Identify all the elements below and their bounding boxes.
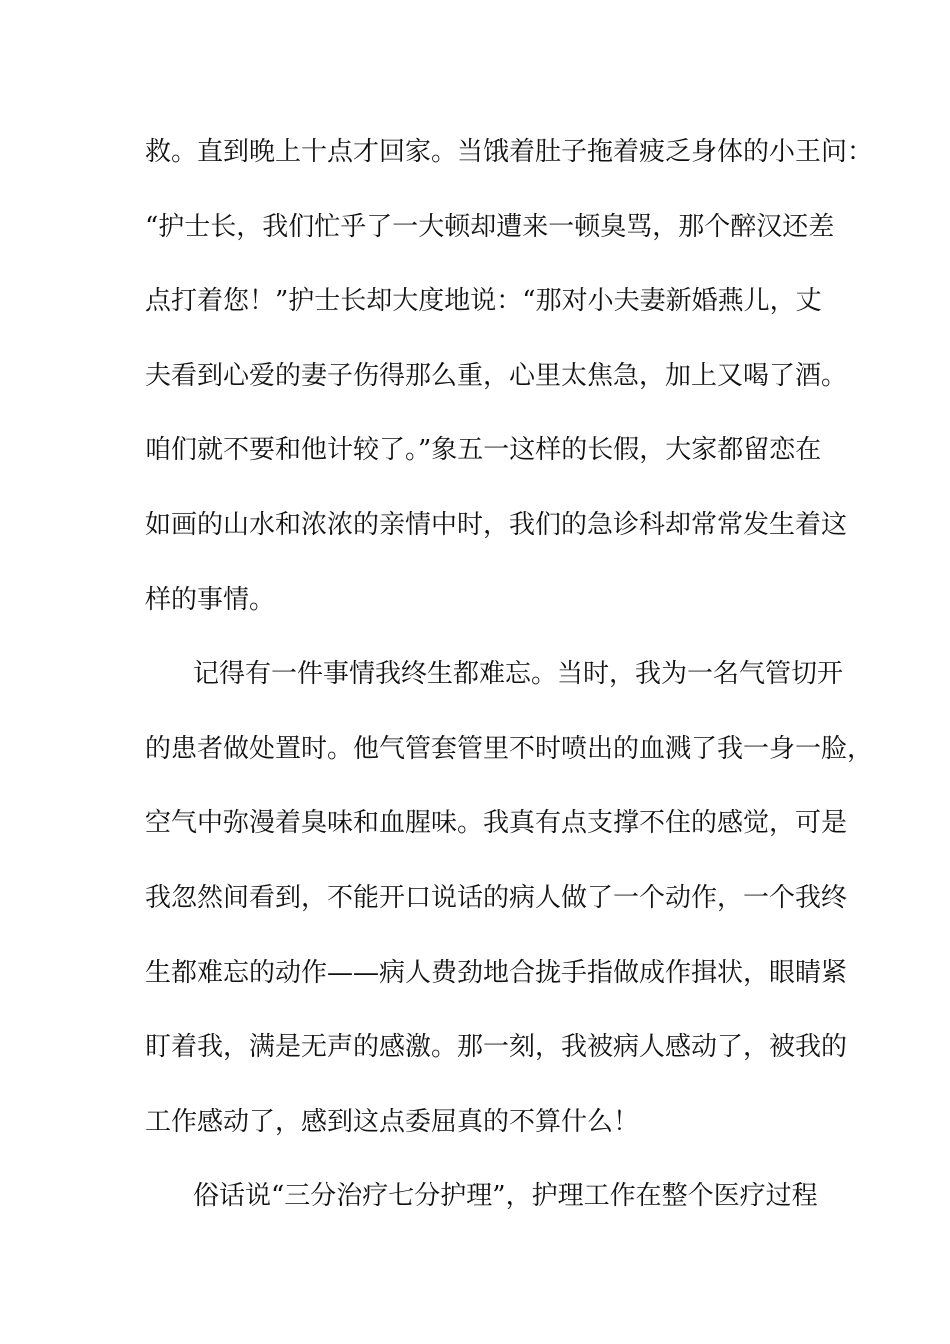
text-line: 我忽然间看到，不能开口说话的病人做了一个动作，一个我终: [145, 882, 848, 913]
text-line: “护士长，我们忙乎了一大顿却遭来一顿臭骂，那个醉汉还差: [145, 211, 835, 242]
body-text: [145, 128, 874, 1247]
paragraph-first-line: 记得有一件事情我终生都难忘。当时，我为一名气管切开: [193, 659, 844, 690]
text-line: 救。直到晚上十点才回家。当饿着肚子拖着疲乏身体的小王问：: [145, 137, 874, 167]
text-line: 生都难忘的动作——病人费劲地合拢手指做成作揖状，眼睛紧: [145, 957, 848, 988]
text-line: 空气中弥漫着臭味和血腥味。我真有点支撑不住的感觉，可是: [145, 808, 848, 839]
text-line: 盯着我，满是无声的感激。那一刻，我被病人感动了，被我的: [145, 1032, 848, 1063]
text-line: 的患者做处置时。他气管套管里不时喷出的血溅了我一身一脸，: [145, 733, 874, 764]
paragraph-first-line: 俗话说“三分治疗七分护理”，护理工作在整个医疗过程: [193, 1181, 818, 1212]
text-line: 样的事情。: [145, 584, 276, 615]
text-line: 夫看到心爱的妻子伤得那么重，心里太焦急，加上又喝了酒。: [145, 360, 848, 391]
text-line: 如画的山水和浓浓的亲情中时，我们的急诊科却常常发生着这: [145, 509, 848, 540]
text-line: 工作感动了，感到这点委屈真的不算什么！: [145, 1106, 640, 1137]
text-line: 点打着您！”护士长却大度地说：“那对小夫妻新婚燕儿，丈: [145, 286, 822, 317]
text-line: 咱们就不要和他计较了。”象五一这样的长假，大家都留恋在: [145, 435, 822, 466]
